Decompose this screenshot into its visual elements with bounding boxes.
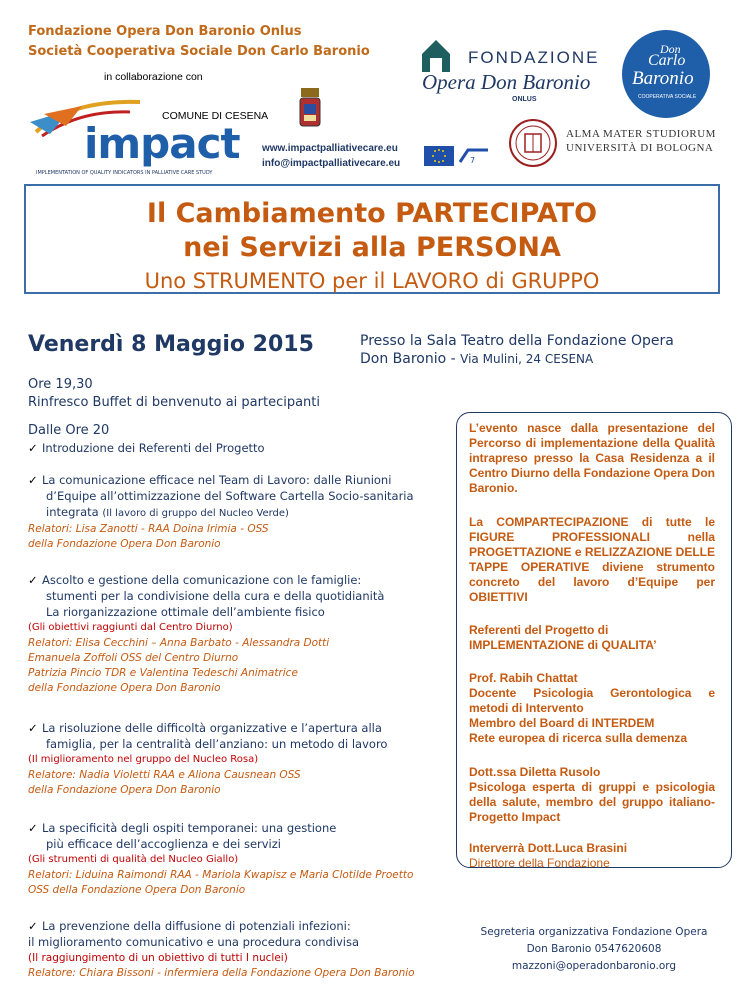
program-item-4-line1: La risoluzione delle difficoltà organizzative e l’apertura alla <box>42 721 382 735</box>
program-item-4-line2: famiglia, per la centralità dell’anziano: un metodo di lavoro <box>46 737 388 751</box>
impact-logo <box>30 92 270 182</box>
program-item-3-speakers-3: Patrizia Pincio TDR e Valentina Tedeschi Animatrice <box>28 667 298 679</box>
title-line-2: nei Servizi alla PERSONA <box>183 232 561 263</box>
program-item-4 <box>28 720 442 798</box>
program-item-4-speakers: Relatore: Nadia Violetti RAA e Aliona Causnean OSS <box>28 769 301 781</box>
program-item-2-line2: d’Equipe all’ottimizzazione del Software Cartella Socio-sanitaria <box>46 489 414 503</box>
sidebar-referents-line1: Referenti del Progetto di <box>469 623 609 637</box>
sidebar-person2-desc: Psicologa esperta di gruppi e psicologia della salute, membro del gruppo italiano- Progetto Impact <box>469 780 715 824</box>
sidebar-person1-desc: Docente Psicologia Gerontologica e metodi di Intervento <box>469 686 715 715</box>
program-item-1-text: Introduzione dei Referenti del Progetto <box>42 441 265 455</box>
program-item-2 <box>28 472 442 552</box>
program-item-5 <box>28 820 448 898</box>
org-line-2: Società Cooperativa Sociale Don Carlo Baronio <box>28 44 370 59</box>
sidebar-person1-name: Prof. Rabih Chattat <box>469 671 578 685</box>
program-item-6-speakers: Relatore: Chiara Bissoni - infermiera della Fondazione Opera Don Baronio <box>28 967 415 979</box>
program-item-2-line3: integrata <box>46 505 99 519</box>
comune-label: COMUNE DI CESENA <box>162 110 269 122</box>
check-icon: ✓ <box>28 441 38 455</box>
check-icon: ✓ <box>28 821 38 835</box>
program-item-3-note: (Gli obiettivi raggiunti dal Centro Diurno) <box>28 622 233 633</box>
sidebar-participation: La COMPARTECIPAZIONE di tutte le FIGURE PROFESSIONALI nella PROGETTAZIONE e RELIZZAZIONE DELLE TAPPE OPERATIVE diviene strumento concreto del lavoro d’Equipe per OBIETTIVI <box>469 515 715 604</box>
check-icon: ✓ <box>28 721 38 735</box>
footer-secretariat: Segreteria organizzativa Fondazione Opera <box>480 926 708 938</box>
program-item-6-line2: il miglioramento comunicativo e una procedura condivisa <box>28 935 360 949</box>
title-line-3: Uno STRUMENTO per il LAVORO di GRUPPO <box>144 269 600 293</box>
program-item-2-speakers: Relatori: Lisa Zanotti - RAA Doina Irimia - OSS <box>28 523 269 535</box>
coop-baronio-logo <box>622 30 710 118</box>
unibo-line1: ALMA MATER STUDIORUM <box>566 128 716 140</box>
collaboration-text: in collaborazione con <box>104 71 203 83</box>
cesena-coat-of-arms-icon <box>298 88 322 132</box>
venue-name-part: Don Baronio - <box>360 351 461 367</box>
program-item-6-note: (Il raggiungimento di un obiettivo di tutti I nuclei) <box>28 952 288 964</box>
fondazione-logo-line2: Opera Don Baronio <box>422 70 591 94</box>
program-item-3 <box>28 572 442 696</box>
program-item-3-speakers: Relatori: Elisa Cecchini – Anna Barbato - Alessandra Dotti <box>28 637 330 649</box>
program-item-2-affiliation: della Fondazione Opera Don Baronio <box>28 538 221 550</box>
sidebar-speaker-role: Direttore della Fondazione <box>469 856 610 870</box>
program-item-3-speakers-2: Emanuela Zoffoli OSS del Centro Diurno <box>28 652 239 664</box>
program-item-6 <box>28 918 448 981</box>
check-icon: ✓ <box>28 919 38 933</box>
venue-address: Via Mulini, 24 CESENA <box>460 352 594 366</box>
program-item-4-affiliation: della Fondazione Opera Don Baronio <box>28 784 221 796</box>
sidebar-person1-network: Rete europea di ricerca sulla demenza <box>469 731 688 745</box>
time-1: Ore 19,30 <box>28 377 93 392</box>
org-line-1: Fondazione Opera Don Baronio Onlus <box>28 24 302 39</box>
check-icon: ✓ <box>28 473 38 487</box>
unibo-line2: UNIVERSITÀ DI BOLOGNA <box>566 142 714 154</box>
sidebar-speaker: Interverrà Dott.Luca Brasini <box>469 841 628 855</box>
fp7-logo-icon <box>458 146 490 166</box>
sidebar-person1-board: Membro del Board di INTERDEM <box>469 716 655 730</box>
program-item-5-line2: più efficace dell’accoglienza e dei servizi <box>46 837 281 851</box>
unibo-seal-icon <box>508 118 558 168</box>
program-item-3-line1: Ascolto e gestione della comunicazione con le famiglie: <box>42 573 362 587</box>
coop-logo-line4: COOPERATIVA SOCIALE <box>638 94 697 100</box>
event-date: Venerdì 8 Maggio 2015 <box>28 332 314 357</box>
program-item-1 <box>28 440 265 456</box>
program-item-5-affiliation: OSS della Fondazione Opera Don Baronio <box>28 884 246 896</box>
program-item-5-note: (Gli strumenti di qualità del Nucleo Giallo) <box>28 854 239 865</box>
program-item-3-line3: La riorganizzazione ottimale dell’ambiente fisico <box>46 605 325 619</box>
svg-text:7: 7 <box>470 156 476 165</box>
impact-subtitle: IMPLEMENTATION OF QUALITY INDICATORS IN PALLIATIVE CARE STUDY <box>36 170 213 176</box>
sidebar-referents-line2: IMPLEMENTAZIONE di QUALITA’ <box>469 638 657 652</box>
footer-phone: Don Baronio 0547620608 <box>526 943 662 955</box>
fondazione-house-icon <box>420 38 452 74</box>
venue-line-2 <box>360 350 593 368</box>
program-item-2-line1: La comunicazione efficace nel Team di Lavoro: dalle Riunioni <box>42 473 392 487</box>
program-item-3-affiliation: della Fondazione Opera Don Baronio <box>28 682 221 694</box>
web-link[interactable]: www.impactpalliativecare.eu <box>262 143 398 154</box>
title-box <box>24 184 720 294</box>
program-item-6-line1: La prevenzione della diffusione di potenziali infezioni: <box>42 919 351 933</box>
venue-line-1: Presso la Sala Teatro della Fondazione Opera <box>360 333 674 349</box>
sidebar-intro: L’evento nasce dalla presentazione del Percorso di implementazione della Qualità intrapreso presso la Casa Residenza a il Centro Diurno della Fondazione Opera Don Baronio. <box>469 421 716 495</box>
sidebar-person2-name: Dott.ssa Diletta Rusolo <box>469 765 601 779</box>
buffet-text: Rinfresco Buffet di benvenuto ai partecipanti <box>28 395 320 410</box>
info-sidebar <box>456 412 732 868</box>
coop-logo-line2: Carlo <box>648 52 686 69</box>
time-2: Dalle Ore 20 <box>28 423 110 438</box>
program-item-5-line1: La specificità degli ospiti temporanei: una gestione <box>42 821 337 835</box>
coop-logo-line3: Baronio <box>632 68 694 89</box>
footer-email[interactable]: mazzoni@operadonbaronio.org <box>511 960 677 972</box>
title-line-1: Il Cambiamento PARTECIPATO <box>146 198 598 229</box>
email-link[interactable]: info@impactpalliativecare.eu <box>262 158 401 169</box>
program-item-2-note: (Il lavoro di gruppo del Nucleo Verde) <box>102 508 289 519</box>
coop-logo-line1: Don <box>660 42 681 56</box>
impact-wordmark: impact <box>84 119 240 168</box>
fondazione-logo-line3: ONLUS <box>512 96 537 103</box>
fondazione-logo-line1: FONDAZIONE <box>468 48 600 67</box>
eu-flag-icon <box>424 146 454 166</box>
check-icon: ✓ <box>28 573 38 587</box>
program-item-3-line2: stumenti per la condivisione della cura e della quotidianità <box>46 589 385 603</box>
program-item-4-note: (Il miglioramento nel gruppo del Nucleo Rosa) <box>28 754 259 765</box>
program-item-5-speakers: Relatori: Liduina Raimondi RAA - Mariola Kwapisz e Maria Clotilde Proetto <box>28 869 414 881</box>
